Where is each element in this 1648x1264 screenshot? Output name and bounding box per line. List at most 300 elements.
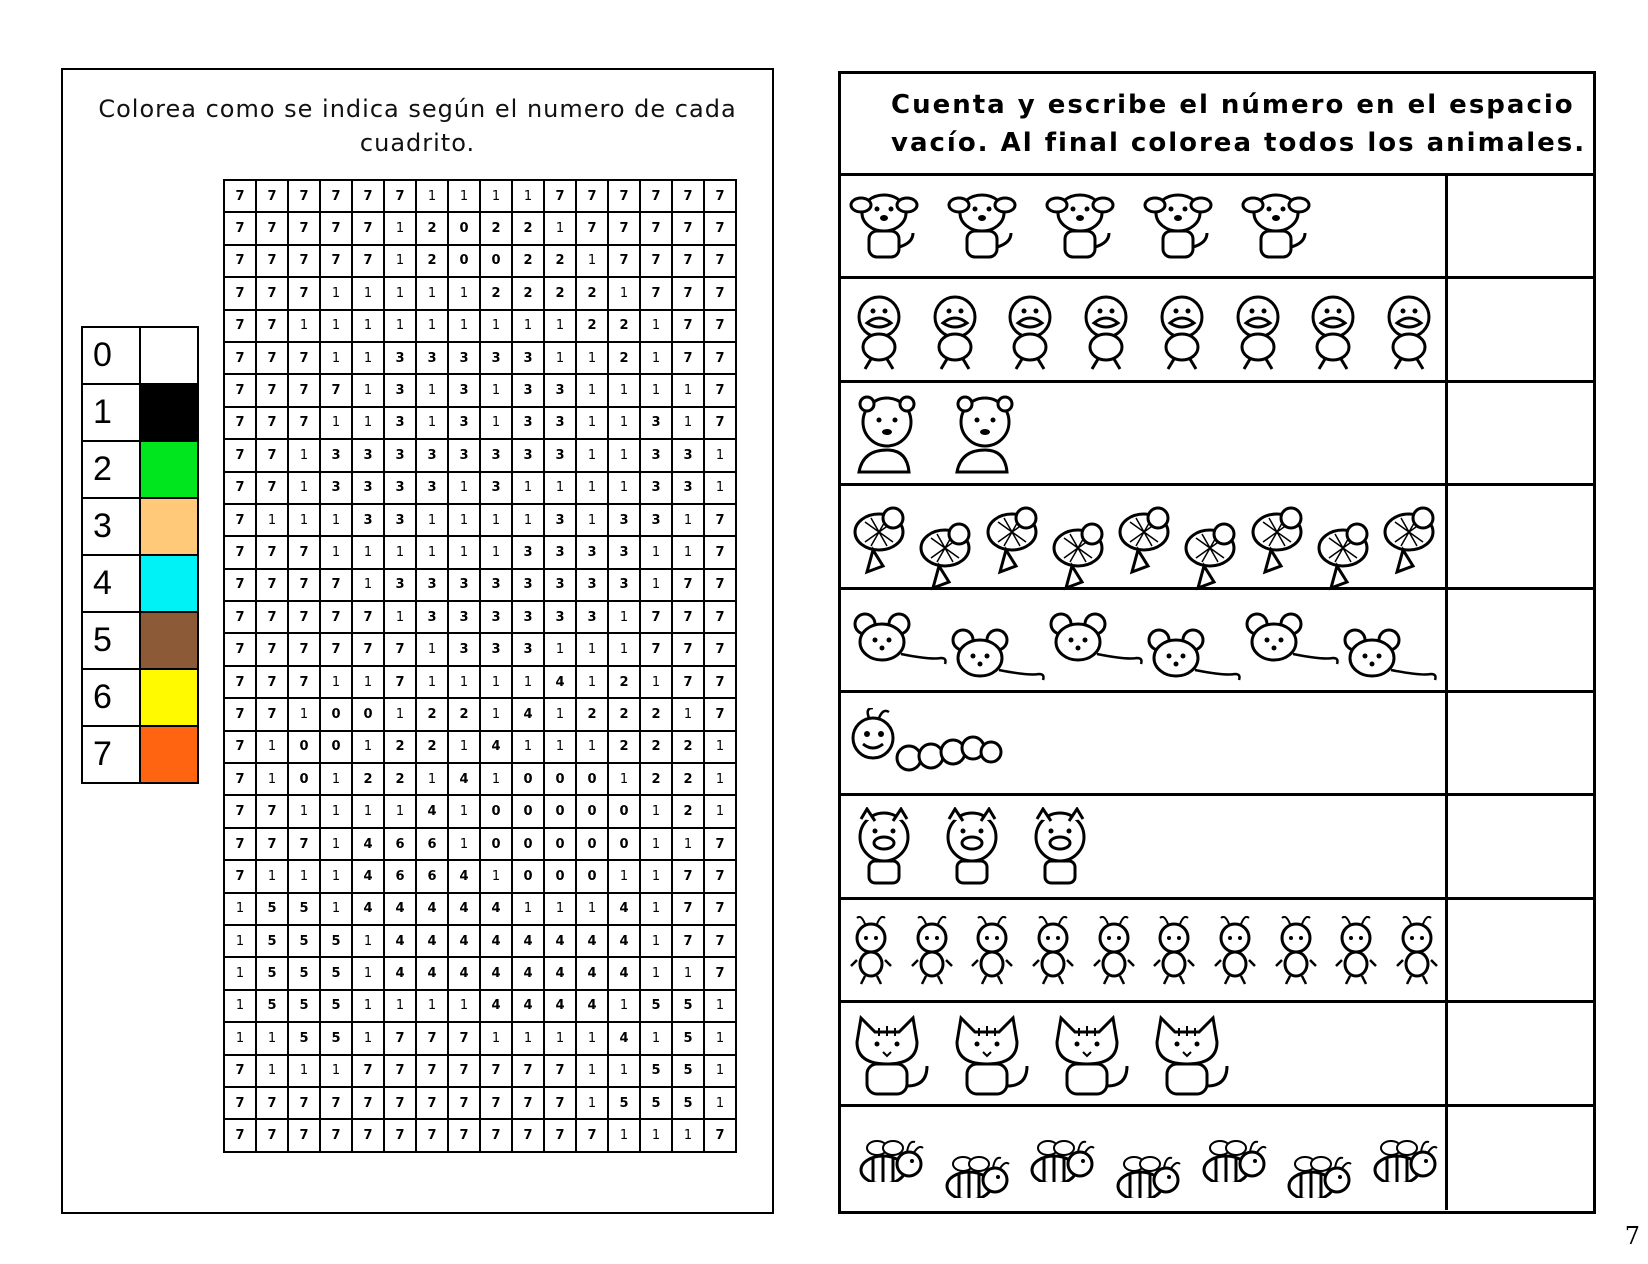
grid-cell[interactable]: 1 [512, 310, 544, 342]
grid-cell[interactable]: 7 [672, 925, 704, 957]
answer-box[interactable] [1445, 1107, 1593, 1210]
grid-cell[interactable]: 3 [512, 536, 544, 568]
grid-cell[interactable]: 7 [320, 180, 352, 212]
grid-cell[interactable]: 7 [288, 666, 320, 698]
grid-cell[interactable]: 2 [608, 731, 640, 763]
grid-cell[interactable]: 1 [480, 860, 512, 892]
grid-cell[interactable]: 4 [352, 860, 384, 892]
grid-cell[interactable]: 7 [288, 245, 320, 277]
grid-cell[interactable]: 1 [512, 893, 544, 925]
grid-cell[interactable]: 7 [256, 569, 288, 601]
grid-cell[interactable]: 2 [416, 698, 448, 730]
grid-cell[interactable]: 7 [256, 277, 288, 309]
grid-cell[interactable]: 1 [576, 1055, 608, 1087]
grid-cell[interactable]: 1 [416, 763, 448, 795]
grid-cell[interactable]: 0 [288, 731, 320, 763]
answer-box[interactable] [1445, 693, 1593, 793]
grid-cell[interactable]: 3 [544, 439, 576, 471]
grid-cell[interactable]: 1 [512, 504, 544, 536]
grid-cell[interactable]: 7 [512, 1055, 544, 1087]
grid-cell[interactable]: 5 [288, 957, 320, 989]
grid-cell[interactable]: 1 [704, 990, 736, 1022]
grid-cell[interactable]: 1 [256, 763, 288, 795]
grid-cell[interactable]: 2 [640, 763, 672, 795]
grid-cell[interactable]: 4 [352, 828, 384, 860]
grid-cell[interactable]: 1 [672, 536, 704, 568]
grid-cell[interactable]: 1 [352, 277, 384, 309]
grid-cell[interactable]: 7 [672, 342, 704, 374]
grid-cell[interactable]: 3 [576, 569, 608, 601]
grid-cell[interactable]: 0 [512, 763, 544, 795]
grid-cell[interactable]: 7 [544, 1119, 576, 1151]
grid-cell[interactable]: 4 [384, 957, 416, 989]
grid-cell[interactable]: 1 [320, 1055, 352, 1087]
grid-cell[interactable]: 4 [544, 990, 576, 1022]
grid-cell[interactable]: 3 [384, 374, 416, 406]
grid-cell[interactable]: 1 [320, 860, 352, 892]
grid-cell[interactable]: 1 [544, 1022, 576, 1054]
grid-cell[interactable]: 1 [512, 180, 544, 212]
grid-cell[interactable]: 1 [416, 374, 448, 406]
grid-cell[interactable]: 7 [704, 504, 736, 536]
grid-cell[interactable]: 3 [352, 439, 384, 471]
grid-cell[interactable]: 7 [576, 180, 608, 212]
grid-cell[interactable]: 2 [608, 342, 640, 374]
grid-cell[interactable]: 3 [640, 407, 672, 439]
grid-cell[interactable]: 5 [320, 957, 352, 989]
grid-cell[interactable]: 2 [544, 245, 576, 277]
grid-cell[interactable]: 7 [224, 731, 256, 763]
grid-cell[interactable]: 2 [576, 310, 608, 342]
grid-cell[interactable]: 1 [384, 990, 416, 1022]
grid-cell[interactable]: 2 [480, 277, 512, 309]
grid-cell[interactable]: 1 [320, 763, 352, 795]
grid-cell[interactable]: 1 [480, 698, 512, 730]
grid-cell[interactable]: 0 [288, 763, 320, 795]
grid-cell[interactable]: 1 [448, 180, 480, 212]
grid-cell[interactable]: 7 [288, 633, 320, 665]
grid-cell[interactable]: 5 [288, 990, 320, 1022]
grid-cell[interactable]: 7 [576, 212, 608, 244]
grid-cell[interactable]: 3 [608, 536, 640, 568]
grid-cell[interactable]: 0 [576, 795, 608, 827]
grid-cell[interactable]: 1 [672, 1119, 704, 1151]
grid-cell[interactable]: 1 [640, 925, 672, 957]
grid-cell[interactable]: 1 [640, 1119, 672, 1151]
grid-cell[interactable]: 3 [384, 569, 416, 601]
grid-cell[interactable]: 1 [256, 504, 288, 536]
grid-cell[interactable]: 3 [576, 601, 608, 633]
grid-cell[interactable]: 4 [512, 925, 544, 957]
grid-cell[interactable]: 1 [576, 407, 608, 439]
grid-cell[interactable]: 3 [416, 569, 448, 601]
grid-cell[interactable]: 7 [224, 310, 256, 342]
grid-cell[interactable]: 1 [576, 472, 608, 504]
grid-cell[interactable]: 5 [320, 990, 352, 1022]
grid-cell[interactable]: 3 [480, 472, 512, 504]
grid-cell[interactable]: 5 [640, 990, 672, 1022]
grid-cell[interactable]: 7 [704, 860, 736, 892]
grid-cell[interactable]: 2 [608, 666, 640, 698]
grid-cell[interactable]: 5 [288, 925, 320, 957]
grid-cell[interactable]: 7 [288, 828, 320, 860]
grid-cell[interactable]: 3 [544, 407, 576, 439]
grid-cell[interactable]: 1 [448, 472, 480, 504]
grid-cell[interactable]: 2 [576, 277, 608, 309]
grid-cell[interactable]: 7 [640, 601, 672, 633]
grid-cell[interactable]: 7 [384, 1087, 416, 1119]
grid-cell[interactable]: 1 [448, 277, 480, 309]
grid-cell[interactable]: 7 [224, 860, 256, 892]
grid-cell[interactable]: 7 [384, 180, 416, 212]
grid-cell[interactable]: 1 [576, 633, 608, 665]
grid-cell[interactable]: 2 [672, 795, 704, 827]
grid-cell[interactable]: 7 [352, 1087, 384, 1119]
grid-cell[interactable]: 1 [608, 439, 640, 471]
grid-cell[interactable]: 1 [608, 990, 640, 1022]
grid-cell[interactable]: 5 [608, 1087, 640, 1119]
grid-cell[interactable]: 1 [480, 374, 512, 406]
grid-cell[interactable]: 1 [704, 731, 736, 763]
grid-cell[interactable]: 7 [288, 1087, 320, 1119]
grid-cell[interactable]: 1 [448, 731, 480, 763]
grid-cell[interactable]: 1 [384, 795, 416, 827]
grid-cell[interactable]: 7 [672, 212, 704, 244]
grid-cell[interactable]: 7 [448, 1119, 480, 1151]
grid-cell[interactable]: 0 [576, 828, 608, 860]
grid-cell[interactable]: 7 [320, 601, 352, 633]
grid-cell[interactable]: 7 [256, 536, 288, 568]
grid-cell[interactable]: 4 [576, 990, 608, 1022]
grid-cell[interactable]: 7 [704, 245, 736, 277]
grid-cell[interactable]: 2 [608, 698, 640, 730]
grid-cell[interactable]: 1 [640, 342, 672, 374]
grid-cell[interactable]: 7 [544, 180, 576, 212]
grid-cell[interactable]: 5 [256, 893, 288, 925]
grid-cell[interactable]: 4 [416, 893, 448, 925]
grid-cell[interactable]: 1 [320, 310, 352, 342]
grid-cell[interactable]: 0 [512, 860, 544, 892]
grid-cell[interactable]: 3 [384, 407, 416, 439]
grid-cell[interactable]: 2 [544, 277, 576, 309]
grid-cell[interactable]: 7 [704, 277, 736, 309]
grid-cell[interactable]: 1 [512, 666, 544, 698]
grid-cell[interactable]: 0 [352, 698, 384, 730]
grid-cell[interactable]: 1 [544, 698, 576, 730]
grid-cell[interactable]: 1 [704, 763, 736, 795]
grid-cell[interactable]: 7 [352, 601, 384, 633]
grid-cell[interactable]: 3 [672, 472, 704, 504]
grid-cell[interactable]: 5 [640, 1055, 672, 1087]
grid-cell[interactable]: 4 [448, 893, 480, 925]
grid-cell[interactable]: 7 [224, 536, 256, 568]
grid-cell[interactable]: 1 [320, 828, 352, 860]
grid-cell[interactable]: 2 [512, 245, 544, 277]
grid-cell[interactable]: 3 [544, 569, 576, 601]
grid-cell[interactable]: 1 [352, 990, 384, 1022]
answer-box[interactable] [1445, 383, 1593, 483]
grid-cell[interactable]: 1 [608, 1119, 640, 1151]
grid-cell[interactable]: 1 [320, 893, 352, 925]
grid-cell[interactable]: 4 [576, 957, 608, 989]
grid-cell[interactable]: 1 [352, 666, 384, 698]
grid-cell[interactable]: 7 [448, 1055, 480, 1087]
grid-cell[interactable]: 7 [704, 925, 736, 957]
grid-cell[interactable]: 7 [352, 245, 384, 277]
grid-cell[interactable]: 7 [288, 212, 320, 244]
grid-cell[interactable]: 1 [448, 828, 480, 860]
grid-cell[interactable]: 7 [448, 1087, 480, 1119]
grid-cell[interactable]: 1 [512, 472, 544, 504]
grid-cell[interactable]: 0 [608, 795, 640, 827]
grid-cell[interactable]: 3 [512, 374, 544, 406]
grid-cell[interactable]: 2 [608, 310, 640, 342]
grid-cell[interactable]: 3 [416, 342, 448, 374]
grid-cell[interactable]: 7 [704, 633, 736, 665]
grid-cell[interactable]: 1 [352, 374, 384, 406]
grid-cell[interactable]: 2 [416, 731, 448, 763]
grid-cell[interactable]: 7 [704, 310, 736, 342]
grid-cell[interactable]: 4 [480, 925, 512, 957]
grid-cell[interactable]: 7 [640, 212, 672, 244]
grid-cell[interactable]: 1 [224, 957, 256, 989]
grid-cell[interactable]: 7 [288, 569, 320, 601]
grid-cell[interactable]: 7 [288, 601, 320, 633]
grid-cell[interactable]: 3 [608, 569, 640, 601]
grid-cell[interactable]: 1 [416, 633, 448, 665]
grid-cell[interactable]: 2 [576, 698, 608, 730]
grid-cell[interactable]: 4 [352, 893, 384, 925]
grid-cell[interactable]: 1 [480, 763, 512, 795]
grid-cell[interactable]: 4 [384, 893, 416, 925]
grid-cell[interactable]: 5 [256, 957, 288, 989]
grid-cell[interactable]: 4 [512, 698, 544, 730]
grid-cell[interactable]: 1 [288, 472, 320, 504]
grid-cell[interactable]: 1 [384, 212, 416, 244]
grid-cell[interactable]: 5 [672, 1022, 704, 1054]
grid-cell[interactable]: 1 [288, 504, 320, 536]
grid-cell[interactable]: 3 [448, 633, 480, 665]
grid-cell[interactable]: 7 [320, 245, 352, 277]
grid-cell[interactable]: 1 [352, 925, 384, 957]
grid-cell[interactable]: 7 [416, 1055, 448, 1087]
answer-box[interactable] [1445, 176, 1593, 276]
answer-box[interactable] [1445, 590, 1593, 690]
grid-cell[interactable]: 1 [416, 407, 448, 439]
grid-cell[interactable]: 3 [672, 439, 704, 471]
grid-cell[interactable]: 1 [224, 925, 256, 957]
grid-cell[interactable]: 7 [384, 1022, 416, 1054]
grid-cell[interactable]: 7 [256, 374, 288, 406]
grid-cell[interactable]: 7 [352, 1055, 384, 1087]
grid-cell[interactable]: 7 [224, 277, 256, 309]
grid-cell[interactable]: 7 [512, 1087, 544, 1119]
grid-cell[interactable]: 7 [416, 1022, 448, 1054]
grid-cell[interactable]: 1 [576, 731, 608, 763]
grid-cell[interactable]: 7 [704, 342, 736, 374]
grid-cell[interactable]: 1 [512, 1022, 544, 1054]
grid-cell[interactable]: 7 [224, 1055, 256, 1087]
grid-cell[interactable]: 1 [576, 342, 608, 374]
grid-cell[interactable]: 7 [256, 795, 288, 827]
grid-cell[interactable]: 7 [224, 1087, 256, 1119]
grid-cell[interactable]: 1 [544, 731, 576, 763]
grid-cell[interactable]: 3 [512, 407, 544, 439]
grid-cell[interactable]: 7 [224, 504, 256, 536]
grid-cell[interactable]: 7 [384, 1119, 416, 1151]
grid-cell[interactable]: 1 [448, 504, 480, 536]
grid-cell[interactable]: 3 [480, 569, 512, 601]
grid-cell[interactable]: 7 [384, 633, 416, 665]
grid-cell[interactable]: 7 [704, 212, 736, 244]
grid-cell[interactable]: 7 [352, 212, 384, 244]
grid-cell[interactable]: 3 [480, 439, 512, 471]
grid-cell[interactable]: 1 [320, 277, 352, 309]
grid-cell[interactable]: 3 [640, 504, 672, 536]
grid-cell[interactable]: 7 [704, 180, 736, 212]
grid-cell[interactable]: 6 [416, 828, 448, 860]
grid-cell[interactable]: 0 [320, 731, 352, 763]
grid-cell[interactable]: 7 [544, 1087, 576, 1119]
grid-cell[interactable]: 1 [640, 795, 672, 827]
grid-cell[interactable]: 7 [384, 666, 416, 698]
answer-box[interactable] [1445, 279, 1593, 379]
grid-cell[interactable]: 1 [288, 795, 320, 827]
grid-cell[interactable]: 4 [544, 957, 576, 989]
grid-cell[interactable]: 3 [384, 504, 416, 536]
grid-cell[interactable]: 0 [480, 245, 512, 277]
grid-cell[interactable]: 7 [224, 666, 256, 698]
grid-cell[interactable]: 4 [512, 990, 544, 1022]
grid-cell[interactable]: 1 [416, 504, 448, 536]
grid-cell[interactable]: 7 [704, 698, 736, 730]
grid-cell[interactable]: 5 [256, 925, 288, 957]
grid-cell[interactable]: 7 [288, 1119, 320, 1151]
grid-cell[interactable]: 7 [352, 180, 384, 212]
grid-cell[interactable]: 4 [416, 795, 448, 827]
grid-cell[interactable]: 7 [256, 698, 288, 730]
grid-cell[interactable]: 1 [480, 180, 512, 212]
grid-cell[interactable]: 7 [672, 245, 704, 277]
grid-cell[interactable]: 4 [608, 925, 640, 957]
grid-cell[interactable]: 7 [352, 633, 384, 665]
grid-cell[interactable]: 1 [608, 472, 640, 504]
grid-cell[interactable]: 7 [384, 1055, 416, 1087]
grid-cell[interactable]: 1 [704, 1055, 736, 1087]
grid-cell[interactable]: 1 [640, 893, 672, 925]
grid-cell[interactable]: 1 [352, 795, 384, 827]
grid-cell[interactable]: 1 [672, 504, 704, 536]
grid-cell[interactable]: 1 [704, 1087, 736, 1119]
grid-cell[interactable]: 4 [384, 925, 416, 957]
grid-cell[interactable]: 1 [448, 990, 480, 1022]
grid-cell[interactable]: 7 [288, 180, 320, 212]
grid-cell[interactable]: 7 [288, 277, 320, 309]
grid-cell[interactable]: 7 [608, 180, 640, 212]
grid-cell[interactable]: 7 [224, 245, 256, 277]
grid-cell[interactable]: 7 [224, 569, 256, 601]
grid-cell[interactable]: 1 [448, 666, 480, 698]
grid-cell[interactable]: 1 [544, 310, 576, 342]
grid-cell[interactable]: 1 [608, 277, 640, 309]
grid-cell[interactable]: 1 [384, 277, 416, 309]
grid-cell[interactable]: 0 [608, 828, 640, 860]
grid-cell[interactable]: 1 [288, 1055, 320, 1087]
grid-cell[interactable]: 3 [448, 374, 480, 406]
grid-cell[interactable]: 3 [384, 472, 416, 504]
grid-cell[interactable]: 3 [320, 472, 352, 504]
grid-cell[interactable]: 7 [672, 310, 704, 342]
grid-cell[interactable]: 0 [448, 212, 480, 244]
grid-cell[interactable]: 7 [320, 1087, 352, 1119]
grid-cell[interactable]: 7 [256, 310, 288, 342]
grid-cell[interactable]: 7 [416, 1119, 448, 1151]
answer-box[interactable] [1445, 796, 1593, 896]
grid-cell[interactable]: 1 [416, 180, 448, 212]
grid-cell[interactable]: 7 [224, 763, 256, 795]
grid-cell[interactable]: 5 [672, 990, 704, 1022]
answer-box[interactable] [1445, 1003, 1593, 1103]
grid-cell[interactable]: 4 [480, 957, 512, 989]
grid-cell[interactable]: 5 [320, 925, 352, 957]
grid-cell[interactable]: 1 [352, 569, 384, 601]
grid-cell[interactable]: 3 [384, 439, 416, 471]
grid-cell[interactable]: 1 [640, 666, 672, 698]
grid-cell[interactable]: 1 [480, 407, 512, 439]
grid-cell[interactable]: 7 [480, 1119, 512, 1151]
grid-cell[interactable]: 3 [608, 504, 640, 536]
grid-cell[interactable]: 7 [672, 860, 704, 892]
grid-cell[interactable]: 1 [608, 1055, 640, 1087]
grid-cell[interactable]: 1 [416, 666, 448, 698]
grid-cell[interactable]: 7 [256, 342, 288, 374]
grid-cell[interactable]: 1 [544, 472, 576, 504]
grid-cell[interactable]: 3 [448, 439, 480, 471]
grid-cell[interactable]: 7 [256, 472, 288, 504]
grid-cell[interactable]: 1 [576, 245, 608, 277]
grid-cell[interactable]: 1 [352, 1022, 384, 1054]
grid-cell[interactable]: 1 [224, 893, 256, 925]
grid-cell[interactable]: 7 [480, 1087, 512, 1119]
grid-cell[interactable]: 1 [576, 504, 608, 536]
grid-cell[interactable]: 7 [320, 633, 352, 665]
grid-cell[interactable]: 1 [352, 342, 384, 374]
grid-cell[interactable]: 5 [288, 1022, 320, 1054]
grid-cell[interactable]: 7 [640, 180, 672, 212]
grid-cell[interactable]: 5 [672, 1055, 704, 1087]
grid-cell[interactable]: 2 [512, 277, 544, 309]
grid-cell[interactable]: 1 [608, 374, 640, 406]
grid-cell[interactable]: 7 [256, 245, 288, 277]
grid-cell[interactable]: 1 [416, 310, 448, 342]
answer-box[interactable] [1445, 486, 1593, 586]
grid-cell[interactable]: 1 [672, 698, 704, 730]
grid-cell[interactable]: 1 [416, 536, 448, 568]
grid-cell[interactable]: 7 [672, 666, 704, 698]
grid-cell[interactable]: 0 [544, 795, 576, 827]
grid-cell[interactable]: 1 [480, 504, 512, 536]
grid-cell[interactable]: 3 [544, 504, 576, 536]
grid-cell[interactable]: 7 [224, 212, 256, 244]
grid-cell[interactable]: 7 [672, 180, 704, 212]
grid-cell[interactable]: 1 [320, 407, 352, 439]
grid-cell[interactable]: 1 [448, 310, 480, 342]
grid-cell[interactable]: 1 [576, 1022, 608, 1054]
grid-cell[interactable]: 1 [352, 536, 384, 568]
grid-cell[interactable]: 1 [576, 893, 608, 925]
grid-cell[interactable]: 3 [576, 536, 608, 568]
grid-cell[interactable]: 7 [704, 666, 736, 698]
